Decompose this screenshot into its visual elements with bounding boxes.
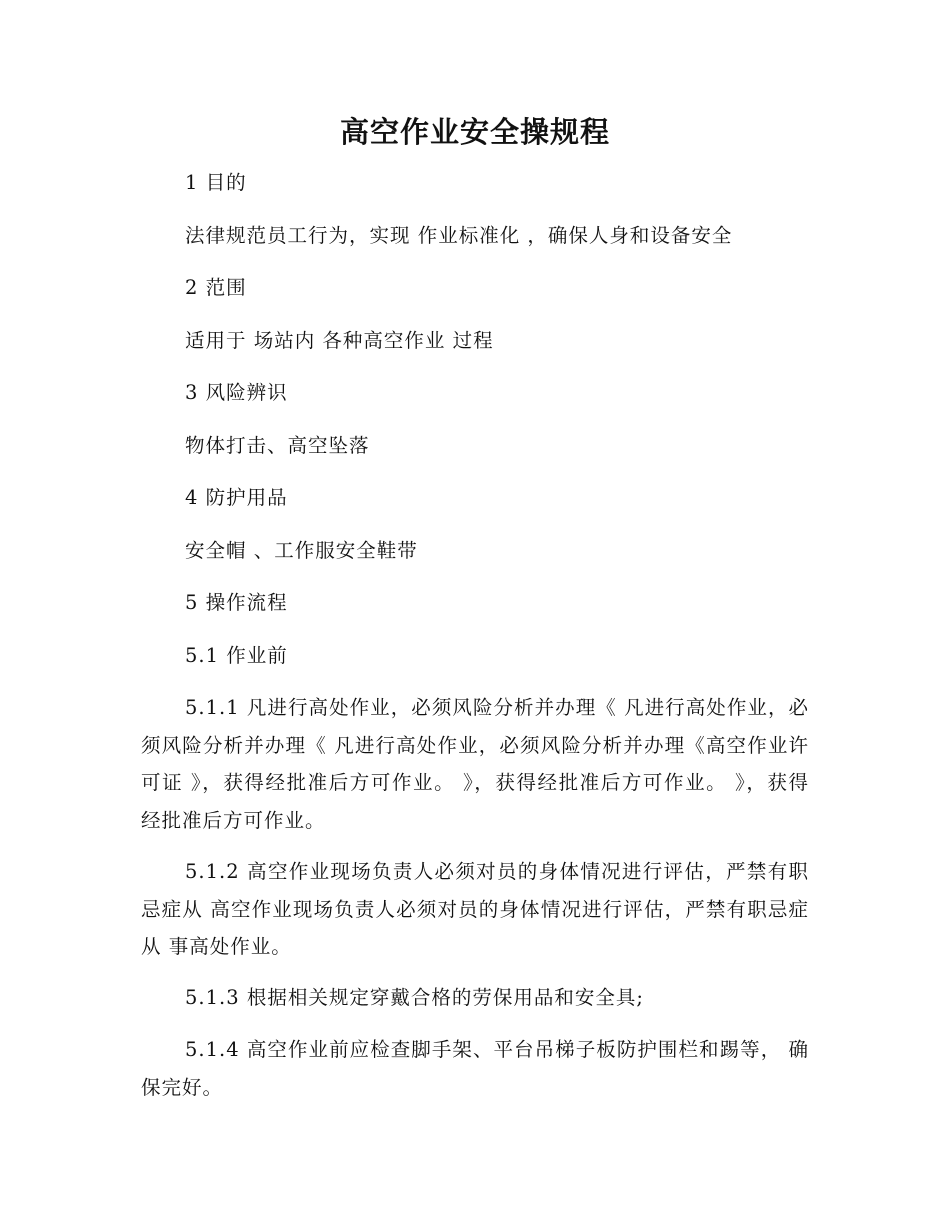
section-heading-procedure: 5 操作流程 — [185, 591, 288, 614]
section-body-scope: 适用于 场站内 各种高空作业 过程 — [185, 329, 494, 352]
section-heading-before-work: 5.1 作业前 — [185, 644, 288, 667]
section-heading-scope: 2 范围 — [185, 276, 247, 299]
document-title: 高空作业安全操规程 — [339, 115, 610, 149]
clause-5-1-1: 5.1.1 凡进行高处作业，必须风险分析并办理《 凡进行高处作业，必须风险分析并办理《 凡进行高处作业，必须风险分析并办理《高空作业许可证 》，获得经批准后方可作业。 》，获得经批准后方可作业。 》，获得经批准后方可作业。 — [141, 696, 809, 832]
clause-5-1-2: 5.1.2 高空作业现场负责人必须对员的身体情况进行评估，严禁有职忌症从 高空作业现场负责人必须对员的身体情况进行评估，严禁有职忌症从 事高处作业。 — [141, 860, 809, 958]
clause-5-1-4: 5.1.4 高空作业前应检查脚手架、平台吊梯子板防护围栏和踢等， 确保完好。 — [141, 1038, 809, 1099]
clause-5-1-3: 5.1.3 根据相关规定穿戴合格的劳保用品和安全具; — [185, 986, 644, 1009]
section-heading-risk: 3 风险辨识 — [185, 381, 288, 404]
section-body-ppe: 安全帽 、工作服安全鞋带 — [185, 539, 418, 562]
section-heading-purpose: 1 目的 — [185, 171, 247, 194]
section-heading-ppe: 4 防护用品 — [185, 486, 288, 509]
section-body-risk: 物体打击、高空坠落 — [185, 434, 370, 457]
section-body-purpose: 法律规范员工行为，实现 作业标准化 ，确保人身和设备安全 — [185, 224, 733, 247]
